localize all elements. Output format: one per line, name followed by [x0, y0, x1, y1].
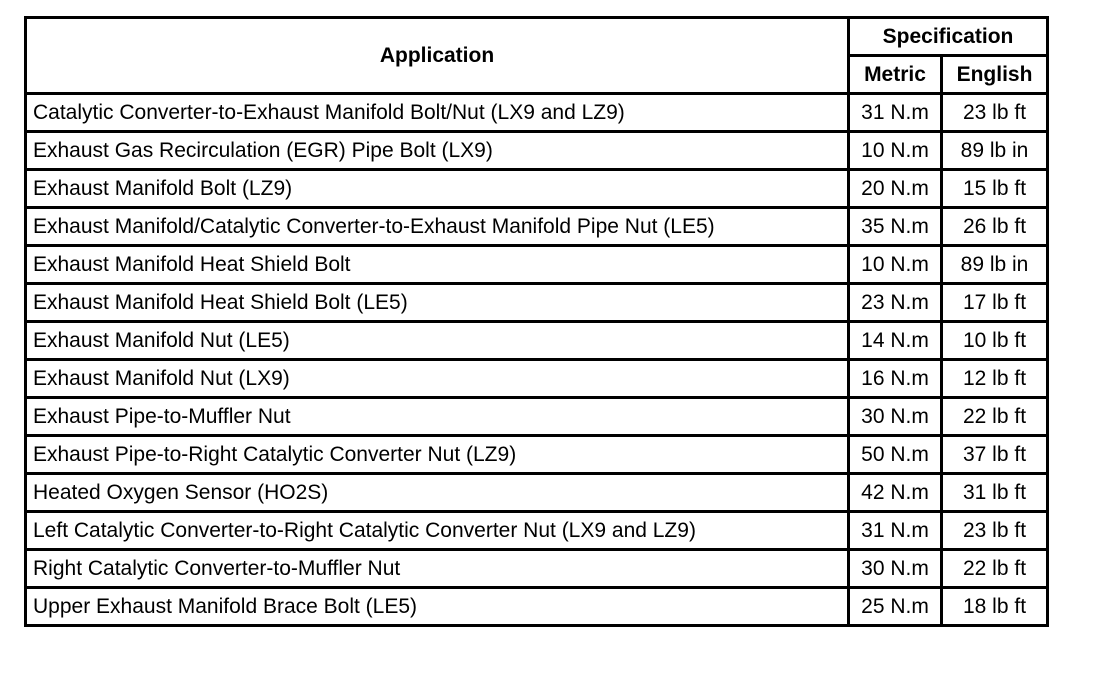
english-cell: 23 lb ft: [942, 94, 1048, 132]
english-cell: 18 lb ft: [942, 588, 1048, 626]
metric-cell: 31 N.m: [849, 94, 942, 132]
torque-spec-table: [24, 16, 1049, 627]
application-cell: Exhaust Manifold Bolt (LZ9): [26, 170, 849, 208]
english-cell: 17 lb ft: [942, 284, 1048, 322]
english-cell: 12 lb ft: [942, 360, 1048, 398]
table-row: [26, 588, 1048, 626]
english-cell: 26 lb ft: [942, 208, 1048, 246]
header-row-top: [26, 18, 1048, 56]
metric-cell: 30 N.m: [849, 398, 942, 436]
table-row: [26, 436, 1048, 474]
application-cell: Heated Oxygen Sensor (HO2S): [26, 474, 849, 512]
table-row: [26, 512, 1048, 550]
table-row: [26, 360, 1048, 398]
table-row: [26, 94, 1048, 132]
english-cell: 10 lb ft: [942, 322, 1048, 360]
english-cell: 37 lb ft: [942, 436, 1048, 474]
metric-cell: 14 N.m: [849, 322, 942, 360]
table-row: [26, 474, 1048, 512]
metric-cell: 23 N.m: [849, 284, 942, 322]
application-cell: Catalytic Converter-to-Exhaust Manifold Bolt/Nut (LX9 and LZ9): [26, 94, 849, 132]
english-cell: 23 lb ft: [942, 512, 1048, 550]
metric-cell: 25 N.m: [849, 588, 942, 626]
application-header: Application: [26, 18, 849, 94]
english-header: English: [942, 56, 1048, 94]
table-row: [26, 208, 1048, 246]
metric-cell: 10 N.m: [849, 246, 942, 284]
table-header: [26, 18, 1048, 94]
english-cell: 31 lb ft: [942, 474, 1048, 512]
table-row: [26, 246, 1048, 284]
application-cell: Exhaust Pipe-to-Muffler Nut: [26, 398, 849, 436]
application-cell: Right Catalytic Converter-to-Muffler Nut: [26, 550, 849, 588]
metric-cell: 35 N.m: [849, 208, 942, 246]
english-cell: 22 lb ft: [942, 550, 1048, 588]
specification-header: Specification: [849, 18, 1048, 56]
metric-cell: 50 N.m: [849, 436, 942, 474]
metric-cell: 31 N.m: [849, 512, 942, 550]
english-cell: 22 lb ft: [942, 398, 1048, 436]
table-row: [26, 322, 1048, 360]
table-row: [26, 170, 1048, 208]
table-row: [26, 132, 1048, 170]
table-body: [26, 94, 1048, 626]
application-cell: Exhaust Gas Recirculation (EGR) Pipe Bolt (LX9): [26, 132, 849, 170]
table-row: [26, 550, 1048, 588]
application-cell: Exhaust Manifold Heat Shield Bolt: [26, 246, 849, 284]
application-cell: Exhaust Manifold Nut (LX9): [26, 360, 849, 398]
english-cell: 15 lb ft: [942, 170, 1048, 208]
application-cell: Left Catalytic Converter-to-Right Catalytic Converter Nut (LX9 and LZ9): [26, 512, 849, 550]
metric-cell: 16 N.m: [849, 360, 942, 398]
application-cell: Upper Exhaust Manifold Brace Bolt (LE5): [26, 588, 849, 626]
metric-header: Metric: [849, 56, 942, 94]
application-cell: Exhaust Pipe-to-Right Catalytic Converter Nut (LZ9): [26, 436, 849, 474]
table-row: [26, 398, 1048, 436]
metric-cell: 30 N.m: [849, 550, 942, 588]
english-cell: 89 lb in: [942, 246, 1048, 284]
application-cell: Exhaust Manifold Nut (LE5): [26, 322, 849, 360]
metric-cell: 42 N.m: [849, 474, 942, 512]
english-cell: 89 lb in: [942, 132, 1048, 170]
application-cell: Exhaust Manifold Heat Shield Bolt (LE5): [26, 284, 849, 322]
metric-cell: 10 N.m: [849, 132, 942, 170]
table-row: [26, 284, 1048, 322]
metric-cell: 20 N.m: [849, 170, 942, 208]
application-cell: Exhaust Manifold/Catalytic Converter-to-Exhaust Manifold Pipe Nut (LE5): [26, 208, 849, 246]
